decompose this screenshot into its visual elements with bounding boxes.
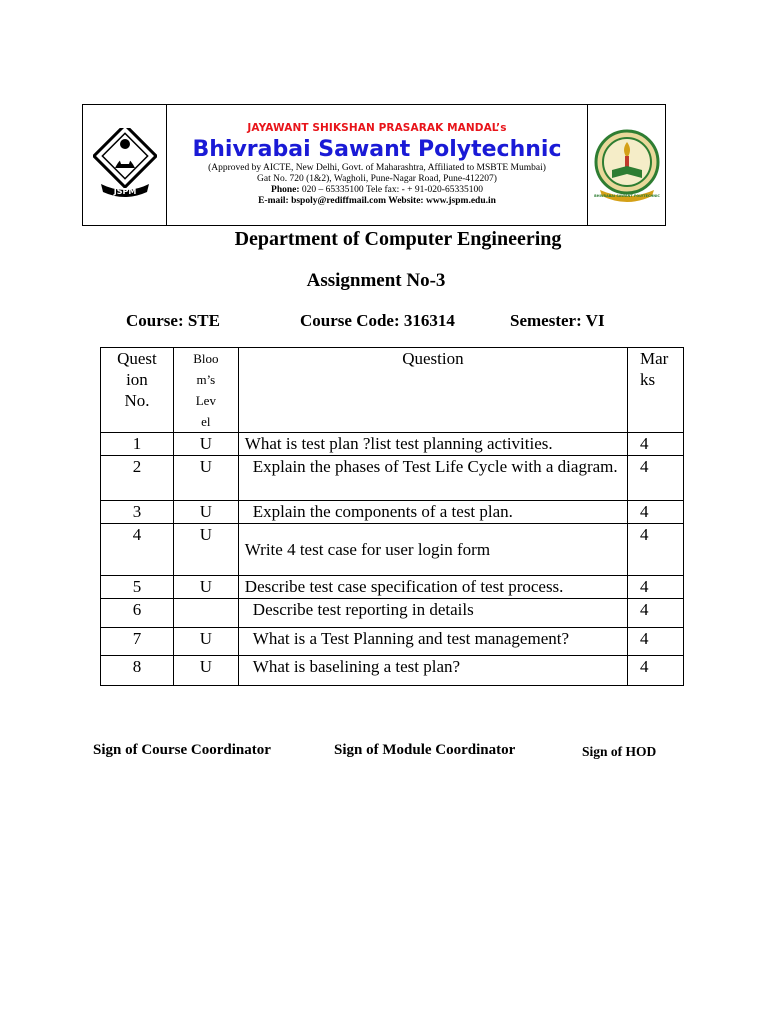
marks: 4 bbox=[628, 599, 684, 628]
marks: 4 bbox=[628, 524, 684, 576]
question-text: Write 4 test case for user login form bbox=[238, 524, 627, 576]
question-no: 4 bbox=[101, 524, 174, 576]
table-header-row bbox=[101, 348, 684, 433]
phone-line bbox=[167, 185, 587, 196]
letterhead bbox=[82, 104, 666, 226]
email-line bbox=[167, 196, 587, 207]
college-name: Bhivrabai Sawant Polytechnic bbox=[192, 137, 562, 162]
question-no: 5 bbox=[101, 576, 174, 599]
question-text: Explain the components of a test plan. bbox=[238, 501, 627, 524]
blooms-level bbox=[173, 599, 238, 628]
question-no: 8 bbox=[101, 656, 174, 686]
sign-course-coordinator: Sign of Course Coordinator bbox=[93, 742, 271, 758]
address-line: Gat No. 720 (1&2), Wagholi, Pune-Nagar Road, Pune-412207) bbox=[257, 174, 497, 184]
college-seal-cell bbox=[587, 105, 665, 225]
marks: 4 bbox=[628, 433, 684, 456]
email-website: E-mail: bspoly@rediffmail.com Website: www.jspm.edu.in bbox=[258, 196, 496, 206]
blooms-level: U bbox=[173, 656, 238, 686]
table-row bbox=[101, 433, 684, 456]
blooms-level: U bbox=[173, 524, 238, 576]
org-name: JAYAWANT SHIKSHAN PRASARAK MANDAL’s bbox=[247, 122, 507, 134]
sign-module-coordinator: Sign of Module Coordinator bbox=[334, 742, 516, 758]
blooms-level: U bbox=[173, 501, 238, 524]
marks: 4 bbox=[628, 656, 684, 686]
college-seal-logo bbox=[592, 124, 662, 206]
approval-line: (Approved by AICTE, New Delhi, Govt. of Maharashtra, Affiliated to MSBTE Mumbai) bbox=[208, 163, 546, 173]
table-row bbox=[101, 599, 684, 628]
header-text: Mar bbox=[640, 349, 669, 368]
header-marks bbox=[628, 348, 684, 433]
marks: 4 bbox=[628, 501, 684, 524]
questions-table bbox=[100, 347, 684, 686]
semester: Semester: VI bbox=[510, 311, 605, 330]
table-row bbox=[101, 576, 684, 599]
phone-label: Phone: bbox=[271, 185, 300, 195]
department-title: Department of Computer Engineering bbox=[234, 228, 562, 250]
table-row bbox=[101, 501, 684, 524]
blooms-level: U bbox=[173, 628, 238, 656]
question-no: 7 bbox=[101, 628, 174, 656]
jspm-logo bbox=[93, 128, 157, 202]
question-no: 6 bbox=[101, 599, 174, 628]
marks: 4 bbox=[628, 456, 684, 501]
header-text: Lev bbox=[195, 393, 216, 408]
question-text: Explain the phases of Test Life Cycle with a diagram. bbox=[238, 456, 627, 501]
header-question-no bbox=[101, 348, 174, 433]
question-text: What is a Test Planning and test management? bbox=[238, 628, 627, 656]
course-name: Course: STE bbox=[126, 311, 220, 330]
course-code: Course Code: 316314 bbox=[300, 311, 455, 330]
blooms-level: U bbox=[173, 576, 238, 599]
question-text: Describe test case specification of test process. bbox=[238, 576, 627, 599]
sign-hod: Sign of HOD bbox=[582, 744, 657, 759]
header-text: m’s bbox=[196, 372, 216, 387]
header-question: Question bbox=[238, 348, 627, 433]
header-text: ks bbox=[640, 370, 656, 389]
question-text: What is baselining a test plan? bbox=[238, 656, 627, 686]
college-seal-text: BHIVRABAI SAWANT POLYTECHNIC bbox=[593, 194, 660, 198]
header-text: ion bbox=[126, 370, 148, 389]
header-text: No. bbox=[124, 391, 150, 410]
header-text: Quest bbox=[117, 349, 157, 368]
table-row bbox=[101, 524, 684, 576]
question-no: 1 bbox=[101, 433, 174, 456]
question-text: What is test plan ?list test planning activities. bbox=[238, 433, 627, 456]
question-text: Describe test reporting in details bbox=[238, 599, 627, 628]
jspm-logo-text: JSPM bbox=[113, 187, 136, 196]
header-text: Bloo bbox=[193, 351, 219, 366]
question-no: 3 bbox=[101, 501, 174, 524]
jspm-logo-cell bbox=[83, 105, 167, 225]
phone-value: 020 – 65335100 Tele fax: - + 91-020-65335100 bbox=[299, 185, 483, 195]
question-no: 2 bbox=[101, 456, 174, 501]
header-blooms-level bbox=[173, 348, 238, 433]
table-row bbox=[101, 656, 684, 686]
blooms-level: U bbox=[173, 456, 238, 501]
assignment-title: Assignment No-3 bbox=[306, 270, 446, 291]
marks: 4 bbox=[628, 576, 684, 599]
table-row bbox=[101, 456, 684, 501]
letterhead-text bbox=[167, 105, 587, 225]
header-text: el bbox=[201, 414, 211, 429]
blooms-level: U bbox=[173, 433, 238, 456]
table-row bbox=[101, 628, 684, 656]
marks: 4 bbox=[628, 628, 684, 656]
